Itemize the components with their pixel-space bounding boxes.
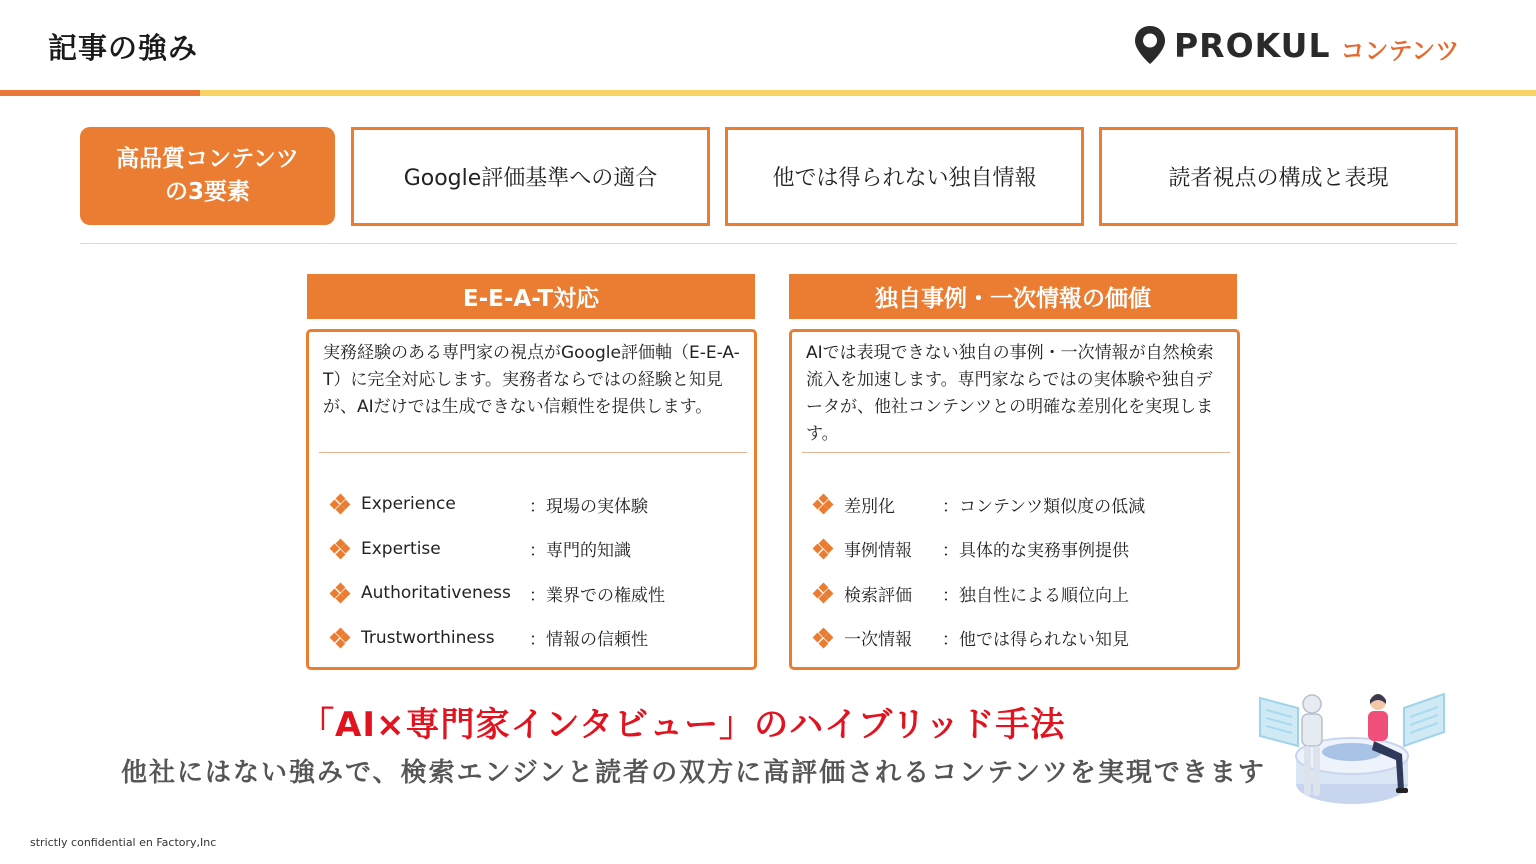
pill-reader-view: 読者視点の構成と表現 [1099, 127, 1458, 226]
diamond-bullet-icon [814, 629, 832, 647]
logo-wordmark: PROKUL [1174, 25, 1331, 65]
list-term: Authoritativeness [361, 583, 511, 604]
list-item [814, 482, 1224, 527]
panel-body: 実務経験のある専門家の視点がGoogle評価軸（E-E-A-T）に完全対応します。実務者ならではの経験と知見が、AIだけでは生成できない信頼性を提供します。 [323, 343, 740, 417]
list-item [814, 571, 1224, 616]
brand-logo [1132, 24, 1459, 66]
pill-google-criteria: Google評価基準への適合 [351, 127, 710, 226]
panel-unique-cases [789, 329, 1240, 670]
list-value: ：具体的な実務事例提供 [942, 541, 1129, 562]
list-value: ：業界での権威性 [529, 585, 665, 606]
list-item [331, 482, 741, 527]
list-value: ：情報の信頼性 [529, 630, 648, 651]
panel-rule [802, 452, 1230, 453]
list-term: Trustworthiness [361, 627, 495, 648]
diamond-bullet-icon [814, 495, 832, 513]
list-item [814, 616, 1224, 661]
diamond-bullet-icon [331, 495, 349, 513]
list-value: ：現場の実体験 [529, 496, 648, 517]
header-rule-accent [0, 90, 200, 96]
panel-heading-unique-cases: 独自事例・一次情報の価値 [789, 274, 1237, 319]
list-item [331, 571, 741, 616]
header-rule [0, 90, 1536, 96]
pill-unique-info: 他では得られない独自情報 [725, 127, 1084, 226]
pill-main-line2: の3要素 [164, 179, 250, 205]
panel-heading-eeat: E-E-A-T対応 [307, 274, 755, 319]
location-pin-icon [1132, 24, 1168, 66]
list-term: 一次情報 [844, 630, 912, 651]
unique-cases-list [814, 482, 1224, 660]
list-term: 差別化 [844, 496, 895, 517]
pill-main-line1: 高品質コンテンツ [116, 146, 299, 172]
diamond-bullet-icon [814, 540, 832, 558]
list-item [331, 616, 741, 661]
list-item [814, 527, 1224, 572]
section-divider [80, 243, 1457, 244]
panel-eeat [306, 329, 757, 670]
list-value: ：専門的知識 [529, 541, 631, 562]
list-term: 事例情報 [844, 541, 912, 562]
eeat-list [331, 482, 741, 660]
page-title: 記事の強み [48, 31, 199, 65]
list-term: Expertise [361, 538, 441, 559]
panel-body: AIでは表現できない独自の事例・一次情報が自然検索流入を加速します。専門家ならではの実体験や独自データが、他社コンテンツとの明確な差別化を実現します。 [806, 343, 1214, 444]
diamond-bullet-icon [814, 584, 832, 602]
three-elements-label [80, 127, 335, 225]
list-item [331, 527, 741, 572]
list-value: ：コンテンツ類似度の低減 [942, 496, 1146, 517]
summary-subline: 他社にはない強みで、検索エンジンと読者の双方に高評価されるコンテンツを実現できます [121, 758, 1266, 788]
list-term: Experience [361, 494, 456, 515]
logo-subtitle: コンテンツ [1340, 36, 1460, 65]
panel-rule [319, 452, 747, 453]
list-value: ：独自性による順位向上 [942, 585, 1129, 606]
hybrid-method-headline: 「AI×専門家インタビュー」のハイブリッド手法 [300, 705, 1066, 745]
list-term: 検索評価 [844, 585, 912, 606]
diamond-bullet-icon [331, 629, 349, 647]
diamond-bullet-icon [331, 584, 349, 602]
list-value: ：他では得られない知見 [942, 630, 1129, 651]
ai-collaboration-illustration-icon [1252, 686, 1452, 810]
confidential-footer: strictly confidential en Factory,Inc [30, 836, 217, 849]
diamond-bullet-icon [331, 540, 349, 558]
